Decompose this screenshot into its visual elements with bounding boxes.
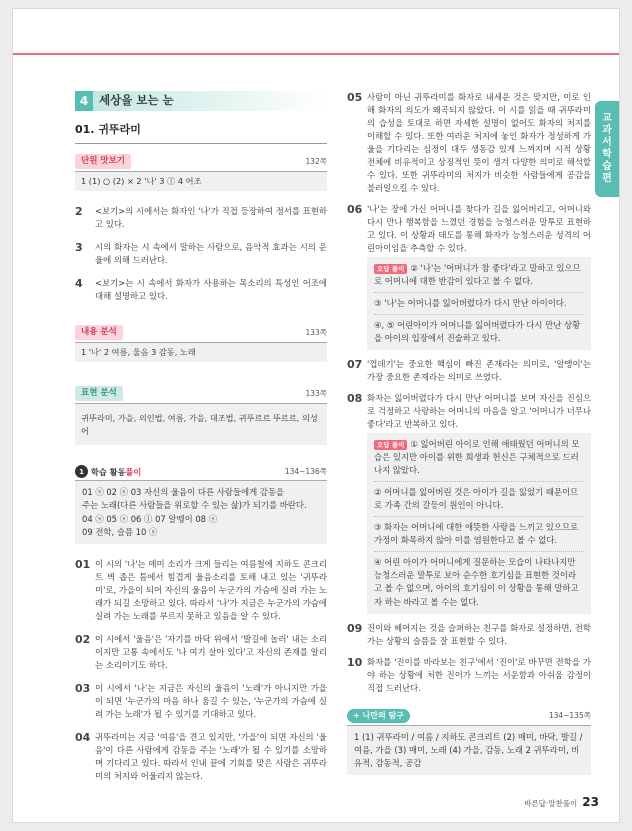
pyohyeon-page: 133쪽 [305,388,327,398]
haksup-page: 134~136쪽 [284,467,327,477]
side-tab-char: 편 [602,173,612,184]
tamgu-line: 1 (1) 귀뚜라미 / 여름 / 지하도 콘크리트 (2) 매미, 바닥, 발길 / 여음, 가을 (3) 매미, 노래 (4) 가을, 감동, 노래 2 귀뚜라미, 비유적, 감동적, 공감 [354,731,583,769]
side-tab-char: 습 [602,161,612,172]
explanation [347,622,591,648]
explanation-text: 이 시에서 '울음'은 '자기를 바닥 위에서 '발길에 놀러' 내는 소리이지만 고통 속에서도 '나 여기 살아 있다'고 자신의 존재를 알리는 소리이기도 하다. [95,633,327,670]
q08-note: ③ 화자는 어머니에 대한 애뜻한 사랑을 느끼고 있으므로 가정이 화목하지 않아 이를 염원한다고 볼 수 없다. [374,522,579,546]
left-column [75,91,327,793]
poem-title: 01. 귀뚜라미 [75,121,327,144]
explanation-number: 04 [75,730,91,744]
haksup-header [75,465,327,481]
question-number: 2 [75,204,83,218]
haksup-circle: 1 [75,465,88,478]
haksup-line: 01 ⓢ 02 ⓢ 03 자신의 울음이 다른 사람들에게 감동을 [82,487,285,498]
explanation [347,392,591,431]
explanation-text: 이 시에서 '나'는 지금은 자신의 울음이 '노래'가 아니지만 가을이 되면 '누군가의 마음 하나 움길 수 있는, '누군가의 가슴에 실려 가는 노래'가 될 수 있기를 기대하고 있다. [95,682,327,719]
dangwon-header [75,154,327,172]
pyohyeon-tag: 표현 분석 [75,386,123,401]
side-tab-char: 과 [602,125,612,136]
explanation [347,656,591,695]
question-text: 시의 화자는 시 속에서 말하는 사람으로, 음악적 효과는 시의 운율에 의해 드러난다. [95,241,327,265]
haksup-label-word: 풀이 [125,466,142,477]
explanation-number: 01 [75,557,91,571]
q08-notes [367,433,591,613]
q06-note: ④, ⑤ 어린아이가 어머니를 잃어버렸다가 다시 만난 상황을 아이의 입장에서 진술하고 있다. [374,320,581,344]
explanation-text: '껍데기'는 중요한 핵심이 빠진 존재라는 의미로, '알맹이'는 가장 중요한 존재라는 의미로 쓰였다. [367,359,591,383]
right-column [347,91,591,775]
naeyong-tag: 내용 분석 [75,325,123,340]
page [12,8,620,823]
page-footer [524,793,599,812]
dangwon-answers: 1 (1) ○ (2) × 2 '나' 3 ⓛ 4 어조 [75,172,327,191]
tamgu-page: 134~135쪽 [548,710,591,720]
explanation [75,682,327,721]
question-text: <보기>의 시에서는 화자인 '나'가 직접 등장하여 정서를 표현하고 있다. [95,205,327,229]
explanation-number: 09 [347,621,363,635]
explanation-text: 진이와 헤어지는 것을 슬퍼하는 친구를 화자로 설정하면, 전학 가는 상황의 슬픔을 잘 표현할 수 있다. [367,622,591,646]
haksup-answers [75,481,327,543]
q06-note: ③ '나'는 어머니를 잃어버렸다가 다시 만난 아이이다. [374,298,567,309]
tamgu-tag: + 나만의 탐구 [347,709,410,723]
note-text: ① 잃어버린 아이로 인해 애태웠던 어머니의 모습은 있지만 아이를 위한 희생과 헌신은 구체적으로 드러나지 않았다. [374,439,580,476]
footer-label: 바른답·알찬풀이 [524,799,578,809]
haksup-line: 04 ⓢ 05 ⓢ 06 ⓛ 07 알뗑이 08 ⓢ [82,513,218,524]
section-title: 세상을 보는 눈 [99,93,174,108]
explanation-text: '나'는 장에 가신 어머니를 찾다가 길을 잃어버리고, 어머니와 다시 만나 행복함을 느꼈던 경험을 능청스러운 말투로 표현하고 있다. 이 상황과 태도를 통해 화자가 능청스러운 성격의 어린아이임을 추측할 수 있다. [367,204,591,254]
explanation [75,558,327,623]
explanation-number: 05 [347,91,363,104]
dangwon-page: 132쪽 [305,156,327,166]
side-tab-textbook-study[interactable] [595,101,619,197]
side-tab-char: 학 [602,149,612,160]
haksup-tag [75,465,141,478]
explanation-number: 08 [347,392,363,406]
explanation [75,633,327,672]
explanation [347,358,591,384]
top-divider [13,53,619,55]
q08-note [374,438,584,477]
q06-notes [367,257,591,350]
side-tab-char: 교 [602,113,612,124]
explanation-text: 화자는 잃어버렸다가 다시 만난 어머니를 보며 자신을 진심으로 걱정하고 사랑하는 어머니의 마음을 알고 '어머니가 너무나 좋다'라고 반복하고 있다. [367,393,591,430]
explanation-number: 10 [347,655,363,669]
section-number: 4 [75,91,93,111]
wrong-answer-tag: 오답 풀이 [374,440,407,450]
explanation-number: 03 [75,681,91,695]
tamgu-header [347,709,591,726]
naeyong-header [75,325,327,343]
intro-question [75,241,327,267]
intro-question [75,277,327,303]
pyohyeon-header [75,386,327,404]
naeyong-answers: 1 '나' 2 여름, 울음 3 감동, 노래 [75,343,327,362]
explanation-text: 귀뚜라미는 지금 '여름'을 견고 있지만, '가을'이 되면 자신의 '울음'이 다른 사람에게 감동을 주는 '노래'가 될 수 있기를 소망하며 기다리고 있다. 따라서 인내 끝에 기회를 맞은 사람은 귀뚜라미의 처지와 어울리지 않는다. [95,731,327,781]
explanation-text: 사람이 아닌 귀뚜라미를 화자로 내세운 것은 맞지만, 이로 인해 화자의 의도가 왜곡되지 않았다. 이 시를 읽을 때 귀뚜라미의 습성을 토대로 하면 자세한 설명이 없어도 화자의 처지를 이해할 수 있다. 또한 여러운 처지에 놓인 화자가 정성하게 가울을 기다리는 심정이 대두 생동감 있게 느껴지며 시적 상황 전체에 비유적이고 상징적인 뜻이 생겨 다양한 의미로 해석할 수 있다. 또한 귀뚜라미의 처지가 비슷한 사람들에게 공감을 불러일으킬 수 있다. [367,92,591,194]
explanation-number: 02 [75,632,91,646]
question-text: <보기>는 시 속에서 화자가 사용하는 목소리의 특성인 어조에 대해 설명하고 있다. [95,277,327,301]
page-number: 23 [582,795,599,810]
haksup-label: 학습 활동 [91,466,126,477]
intro-question [75,205,327,231]
question-number: 4 [75,276,83,290]
question-number: 3 [75,240,83,254]
naeyong-page: 133쪽 [305,327,327,337]
q06-note [374,262,584,288]
tamgu-answers [347,726,591,775]
pyohyeon-answers: 귀뚜라미, 가을, 의인법, 여름, 가을, 대조법, 귀뚜르르 뚜르르, 의성어 [75,404,327,445]
explanation-text: 화자를 '진이를 바라보는 친구'에서 '진이'로 바꾸면 전학을 가야 하는 상황에 처한 진이가 느끼는 서운함과 아쉬움 감정이 직접 드러난다. [367,656,591,693]
q08-note: ④ 어린 아이가 어머니에게 질문하는 모습이 나타나지만 능청스러운 말투로 보아 순수한 호기심을 표현한 것이라고 볼 수 없으며, 아이의 호기심이 이 상황을 통해 말하고자 하는 바라고 볼 수는 없다. [374,557,579,607]
note-text: ② '나'는 '어머니가 참 좋다'라고 말하고 있으므로 어머니에 대한 반감이 있다고 볼 수 없다. [374,263,581,287]
dangwon-tag: 단원 맛보기 [75,154,131,169]
explanation [75,731,327,783]
q08-note: ② 어머니를 잃어버린 것은 아이가 길을 잃었기 때문이므로 가족 간의 갈등이 원인이 아니다. [374,487,579,511]
explanation-text: 이 시의 '나'는 매미 소리가 크게 들리는 여름철에 지하도 콘크리트 벽 좁은 틈에서 힘겹게 울음소리를 토해 내고 있는 '귀뚜라미'로, 가을이 되어 자신의 울음이 누군가의 가슴에 실려 가는 노래가 되길 소망하고 있다. 따라서 '나'가 지금은 누군가의 가슴에 실려 가는 노래를 부르지 못하고 있음을 알 수 있다. [95,558,327,621]
side-tab-char: 서 [602,137,612,148]
explanation [347,91,591,195]
explanation-number: 06 [347,203,363,217]
haksup-line: 09 전학, 슬픔 10 ⓢ [82,526,158,537]
explanation-number: 07 [347,358,363,372]
wrong-answer-tag: 오답 풀이 [374,264,407,274]
explanation [347,203,591,255]
section-header [75,91,327,111]
haksup-line: 주는 노래(다른 사람들을 위로할 수 있는 삶)가 되기를 바란다. [82,500,307,511]
